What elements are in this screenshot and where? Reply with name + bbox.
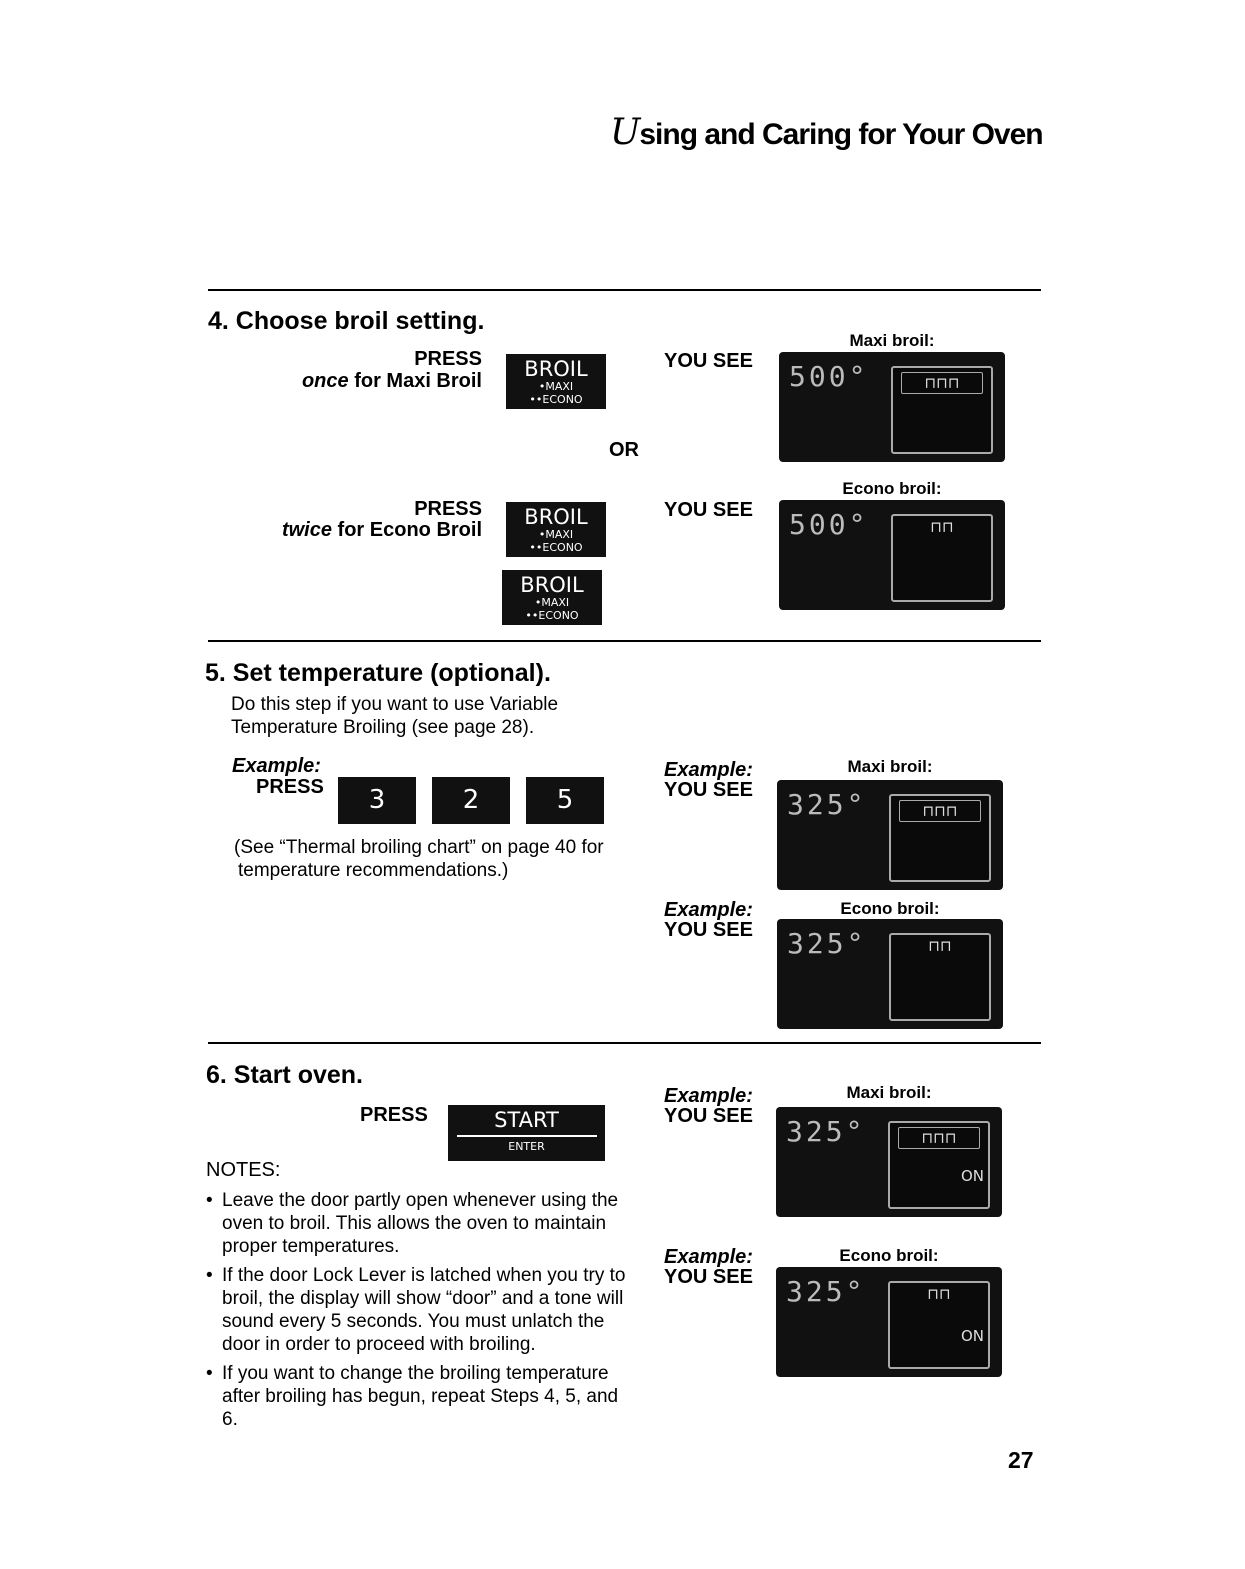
twice-word: twice: [281, 519, 332, 541]
step4-press-label-1: PRESS: [414, 348, 482, 370]
step4-or: OR: [609, 439, 639, 461]
broil-key-maxi: •MAXI: [538, 380, 574, 393]
step4-press-label-2: PRESS: [414, 498, 482, 520]
step4-once-label: [270, 370, 482, 393]
broil-key-label: BROIL: [524, 505, 588, 529]
once-rest: for Maxi Broil: [348, 370, 482, 392]
start-key-divider: [457, 1135, 597, 1137]
display-temp: 325°: [787, 788, 867, 821]
broil-key-maxi: •MAXI: [538, 528, 574, 541]
on-indicator: ON: [960, 1327, 984, 1345]
on-indicator: ON: [960, 1167, 984, 1185]
display-temp: 325°: [786, 1115, 866, 1148]
econo-broil-caption-3: Econo broil:: [839, 1246, 939, 1265]
note-item: • Leave the door partly open whenever using the oven to broil. This allows the oven to maintain proper temperatures.: [206, 1189, 636, 1258]
page-header: [610, 112, 1043, 153]
broil-key-1[interactable]: [506, 354, 606, 409]
broil-key-econo: ••ECONO: [529, 541, 583, 554]
econo-broil-caption-2: Econo broil:: [840, 899, 940, 918]
econo-broil-icon: ⊓⊓: [930, 518, 954, 536]
header-initial: U: [610, 112, 640, 153]
display-window: [888, 1121, 990, 1209]
divider-step5: [208, 640, 1041, 642]
twice-rest: for Econo Broil: [332, 519, 482, 541]
maxi-broil-caption-1: Maxi broil:: [849, 331, 935, 350]
display-maxi-325: [777, 780, 1003, 890]
display-temp: 500°: [789, 360, 869, 393]
maxi-broil-icon: ⊓⊓⊓: [899, 800, 981, 822]
econo-broil-icon: ⊓⊓: [928, 937, 952, 955]
step5-title: 5. Set temperature (optional).: [205, 659, 551, 687]
step4-twice-label: [270, 519, 482, 542]
step4-you-see-2: YOU SEE: [664, 499, 753, 521]
note-item: • If the door Lock Lever is latched when you try to broil, the display will show “door” and a tone will sound every 5 seconds. You must unlatch the door in order to proceed with broiling.: [206, 1264, 636, 1356]
step5-line1: Do this step if you want to use Variable: [231, 694, 559, 715]
step5-see-line2: temperature recommendations.): [238, 860, 509, 881]
broil-key-maxi: •MAXI: [534, 596, 570, 609]
divider-step6: [208, 1042, 1041, 1044]
display-econo-325-on: [776, 1267, 1002, 1377]
step6-example-2: Example: YOU SEE: [664, 1246, 753, 1288]
note-item: • If you want to change the broiling temperature after broiling has begun, repeat Steps 4, 5, and 6.: [206, 1362, 636, 1431]
notes-list: [206, 1189, 636, 1437]
econo-broil-caption-1: Econo broil:: [842, 479, 942, 498]
step6-title: 6. Start oven.: [206, 1061, 363, 1089]
display-econo-325: [777, 919, 1003, 1029]
step4-you-see-1: YOU SEE: [664, 350, 753, 372]
step5-example-1: Example: YOU SEE: [664, 759, 753, 801]
enter-key-label: ENTER: [508, 1140, 545, 1153]
broil-key-label: BROIL: [520, 573, 584, 597]
broil-key-2[interactable]: [506, 502, 606, 557]
broil-key-label: BROIL: [524, 357, 588, 381]
display-window: [888, 1281, 990, 1369]
display-temp: 325°: [786, 1275, 866, 1308]
display-window: [891, 514, 993, 602]
maxi-broil-icon: ⊓⊓⊓: [898, 1127, 980, 1149]
step6-example-1: Example: YOU SEE: [664, 1085, 753, 1127]
start-key-label: START: [494, 1108, 559, 1132]
step4-title: 4. Choose broil setting.: [208, 307, 485, 335]
step6-press-label: PRESS: [360, 1104, 428, 1126]
broil-key-econo: ••ECONO: [529, 393, 583, 406]
step5-example-2: Example: YOU SEE: [664, 899, 753, 941]
maxi-broil-caption-2: Maxi broil:: [847, 757, 933, 776]
step5-press-label: PRESS: [256, 776, 324, 798]
once-word: once: [301, 370, 349, 392]
page-number: 27: [1008, 1447, 1034, 1473]
maxi-broil-icon: ⊓⊓⊓: [901, 372, 983, 394]
number-key-3[interactable]: 3: [338, 777, 416, 824]
step5-line2: Temperature Broiling (see page 28).: [231, 717, 535, 738]
display-temp: 500°: [789, 508, 869, 541]
econo-broil-icon: ⊓⊓: [927, 1285, 951, 1303]
display-window: [889, 794, 991, 882]
notes-title: NOTES:: [206, 1159, 281, 1181]
header-text: sing and Caring for Your Oven: [639, 118, 1043, 151]
display-window: [889, 933, 991, 1021]
display-temp: 325°: [787, 927, 867, 960]
number-key-2[interactable]: 2: [432, 777, 510, 824]
start-enter-key[interactable]: [448, 1105, 605, 1161]
divider-top: [208, 289, 1041, 291]
display-maxi-500: [779, 352, 1005, 462]
number-key-5[interactable]: 5: [526, 777, 604, 824]
display-window: [891, 366, 993, 454]
broil-key-3[interactable]: [502, 570, 602, 625]
maxi-broil-caption-3: Maxi broil:: [846, 1083, 932, 1102]
broil-key-econo: ••ECONO: [525, 609, 579, 622]
display-maxi-325-on: [776, 1107, 1002, 1217]
step5-see-line1: (See “Thermal broiling chart” on page 40 for: [234, 837, 604, 858]
step5-example-label: Example:: [232, 755, 321, 777]
display-econo-500: [779, 500, 1005, 610]
